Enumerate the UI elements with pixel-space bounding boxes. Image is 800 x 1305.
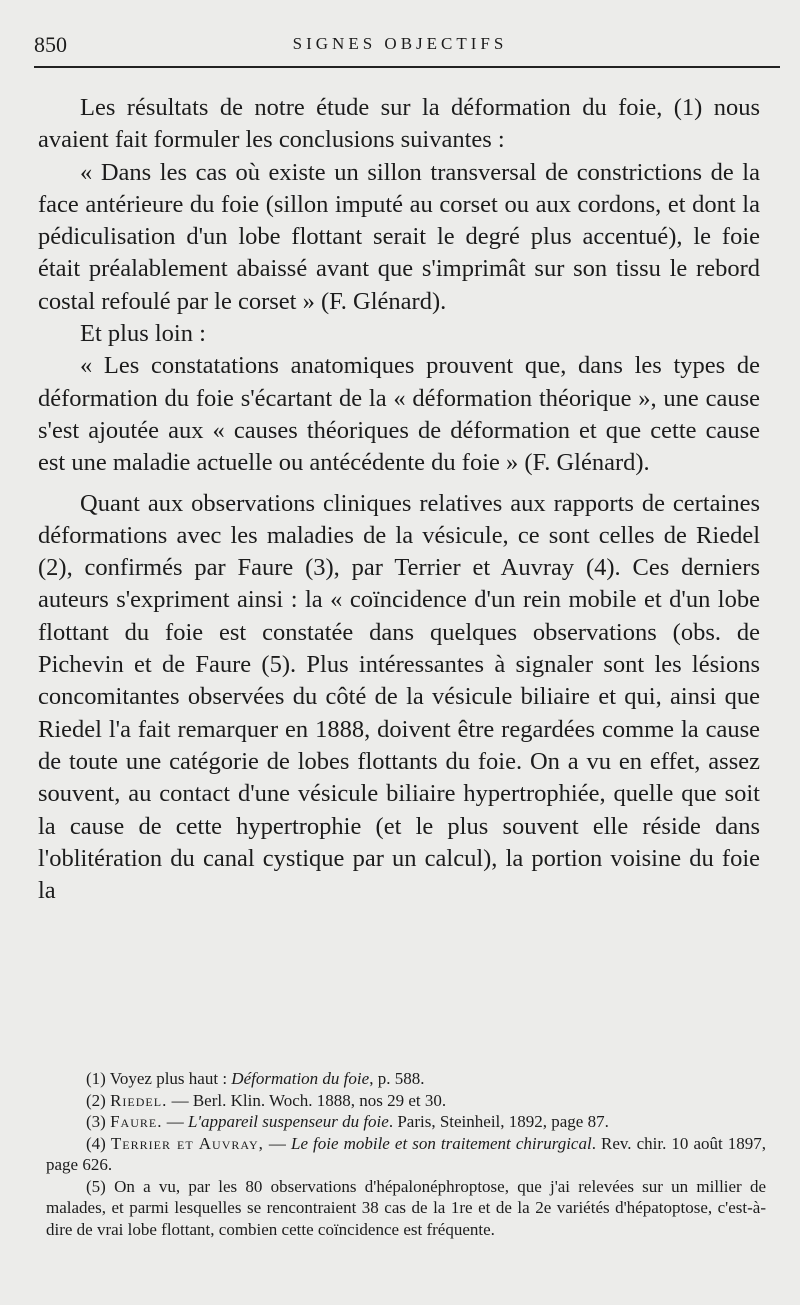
footnote-1 — [46, 1068, 766, 1090]
paragraph-2: « Dans les cas où existe un sillon transversal de constrictions de la face antérieure du foie (sillon imputé au corset ou aux cordons, et dont la pédiculisation d'un lobe flottant serait le degré plus accentué), le foie était préalablement abaissé avant que s'imprimât sur son tissu le rebord costal refoulé par le corset » (F. Glénard). — [38, 158, 760, 315]
footnote-5-text: On a vu, par les 80 observations d'hépalonéphroptose, que j'ai relevées sur un millier de malades, et parmi lesquelles se rencontraient 38 cas de la 1re et de la 2e variétés d'hépatoptose, c'est-à-dire de vrai lobe flottant, combien cette coïncidence est fréquente. — [46, 1176, 766, 1239]
footnote-4-title: Le foie mobile et son traitement chirurgical — [290, 1133, 592, 1153]
footnote-3-number: (3) — [86, 1112, 106, 1131]
footnote-5 — [46, 1176, 766, 1241]
footnote-5-number: (5) — [86, 1176, 106, 1196]
footnote-1-number: (1) — [86, 1069, 106, 1088]
footnote-2-author: Riedel. — [110, 1090, 168, 1110]
header-rule — [34, 66, 780, 68]
footnote-1-post: , p. 588. — [369, 1069, 425, 1088]
page-number: 850 — [34, 32, 67, 57]
footnote-4 — [46, 1133, 766, 1176]
footnotes — [46, 1068, 766, 1240]
footnote-3-sep: — — [162, 1112, 188, 1131]
footnote-2-text: — Berl. Klin. Woch. 1888, nos 29 et 30. — [167, 1090, 447, 1110]
footnote-3-author: Faure. — [110, 1112, 163, 1131]
footnote-4-sep: — — [263, 1133, 291, 1153]
running-title: SIGNES OBJECTIFS — [292, 34, 508, 53]
footnote-2 — [46, 1090, 766, 1112]
running-head — [34, 26, 766, 62]
paragraph-3: Et plus loin : — [80, 320, 206, 348]
footnote-4-post: . Rev. chir. 10 août 1897, page 626. — [46, 1133, 767, 1174]
footnote-3-post: . Paris, Steinheil, 1892, page 87. — [388, 1112, 609, 1131]
footnote-4-author: Terrier et Auvray, — [110, 1133, 264, 1153]
footnote-3 — [46, 1111, 766, 1133]
footnote-4-number: (4) — [86, 1133, 106, 1153]
footnote-1-title: Déformation du foie — [231, 1069, 370, 1088]
footnote-3-title: L'appareil suspenseur du foie — [187, 1112, 389, 1131]
paragraph-1: Les résultats de notre étude sur la déformation du foie, (1) nous avaient fait formuler les conclusions suivantes : — [38, 94, 760, 154]
body-text — [38, 92, 760, 907]
paragraph-4: « Les constatations anatomiques prouvent que, dans les types de déformation du foie s'écartant de la « déformation théorique », une cause s'est ajoutée aux « causes théoriques de déformation et que cette cause est une maladie actuelle ou antécédente du foie » (F. Glénard). — [38, 352, 760, 477]
footnote-2-number: (2) — [86, 1090, 106, 1110]
paragraph-5: Quant aux observations cliniques relatives aux rapports de certaines déformations avec les maladies de la vésicule, ce sont celles de Riedel (2), confirmés par Faure (3), par Terrier et Auvray (4). Ces derniers auteurs s'expriment ainsi : la « coïncidence d'un rein mobile et d'un lobe flottant du foie est constatée dans quelques observations (obs. de Pichevin et de Faure (5). Plus intéressantes à signaler sont les lésions concomitantes observées du côté de la vésicule biliaire et qui, ainsi que Riedel l'a fait remarquer en 1888, doivent être regardées comme la cause de toute une catégorie de lobes flottants du foie. On a vu en effet, assez souvent, au contact d'une vésicule biliaire hypertrophiée, quelle que soit la cause de cette hypertrophie (et le plus souvent elle réside dans l'oblitération du canal cystique par un calcul), la portion voisine du foie la — [38, 489, 760, 905]
footnote-1-pre: Voyez plus haut : — [109, 1069, 232, 1088]
